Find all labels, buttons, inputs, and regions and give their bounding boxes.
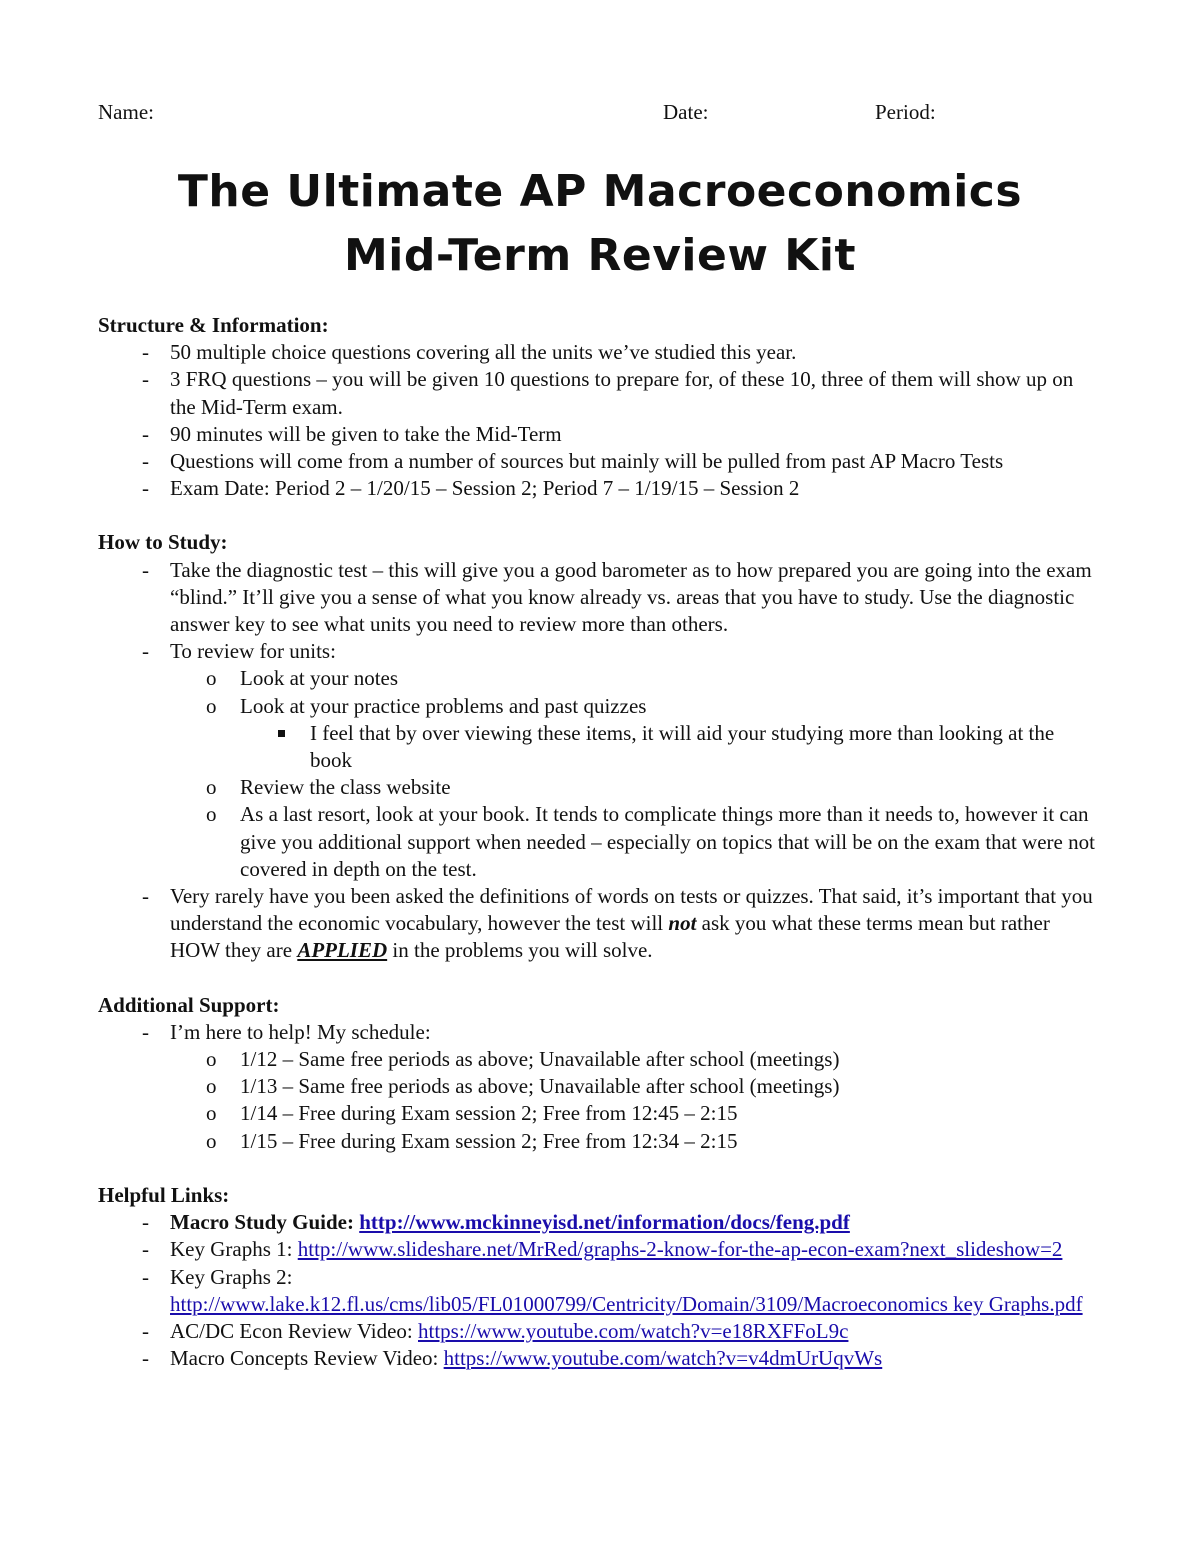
key-graphs-2-label: Key Graphs 2: xyxy=(170,1264,293,1289)
name-label: Name: xyxy=(98,100,154,124)
study-heading: How to Study: xyxy=(98,530,228,555)
square-bullet-icon xyxy=(278,730,285,737)
study-section xyxy=(98,529,1098,964)
list-item: - AC/DC Econ Review Video: https://www.youtube.com/watch?v=e18RXFFoL9c xyxy=(142,1318,849,1343)
study-list xyxy=(98,557,1098,965)
emphasis-not: not xyxy=(668,911,697,936)
student-header xyxy=(98,100,998,128)
schedule-item: o 1/15 – Free during Exam session 2; Free from 12:34 – 2:15 xyxy=(206,1128,738,1153)
list-item: - Key Graphs 1: http://www.slideshare.net/MrRed/graphs-2-know-for-the-ap-econ-exam?next_slideshow=2 xyxy=(142,1237,1063,1262)
structure-section xyxy=(98,312,1098,502)
links-section xyxy=(98,1182,1098,1372)
key-graphs-1-link[interactable]: http://www.slideshare.net/MrRed/graphs-2-know-for-the-ap-econ-exam?next_slideshow=2 xyxy=(297,1237,1063,1262)
structure-heading: Structure & Information: xyxy=(98,313,329,337)
list-item: - Key Graphs 2: http://www.lake.k12.fl.us/cms/lib05/FL01000799/Centricity/Domain/3109/Macroeconomics key Graphs.pdf xyxy=(142,1264,1083,1316)
key-graphs-1-label: Key Graphs 1: xyxy=(170,1237,298,1262)
list-item: - 90 minutes will be given to take the Mid-Term xyxy=(142,421,562,446)
support-section xyxy=(98,992,1098,1155)
document-body xyxy=(98,312,1098,1399)
document-title xyxy=(0,160,1200,288)
links-list xyxy=(98,1209,1098,1372)
title-line-2: Mid-Term Review Kit xyxy=(343,230,857,281)
list-item: - Questions will come from a number of sources but mainly will be pulled from past AP Macro Tests xyxy=(142,449,1004,474)
sub-list-item: o Look at your notes xyxy=(206,666,399,691)
list-item: - Very rarely have you been asked the definitions of words on tests or quizzes. That said, it’s important that you understand the economic vocabulary, however the test will not ask you what these terms mean but rather HOW they are APPLIED in the problems you will solve. xyxy=(142,884,1093,963)
sub-list-item: o As a last resort, look at your book. It tends to complicate things more than it needs to, however it can give you additional support when needed – especially on topics that will be on the exam that were not covered in depth on the test. xyxy=(206,802,1095,881)
structure-list xyxy=(98,339,1098,502)
study-guide-link[interactable]: http://www.mckinneyisd.net/information/docs/feng.pdf xyxy=(359,1210,850,1235)
title-line-1: The Ultimate AP Macroeconomics xyxy=(177,166,1023,217)
sub-list-item: o Look at your practice problems and past quizzes xyxy=(206,693,647,718)
list-item: - 3 FRQ questions – you will be given 10 questions to prepare for, of these 10, three of them will show up on the Mid-Term exam. xyxy=(142,367,1074,419)
schedule-item: o 1/12 – Same free periods as above; Unavailable after school (meetings) xyxy=(206,1047,840,1072)
list-item: - 50 multiple choice questions covering all the units we’ve studied this year. xyxy=(142,340,797,365)
concepts-video-link[interactable]: https://www.youtube.com/watch?v=v4dmUrUqvWs xyxy=(443,1346,883,1371)
sub-list-item: o Review the class website xyxy=(206,775,451,800)
list-item: - Macro Study Guide: http://www.mckinneyisd.net/information/docs/feng.pdf xyxy=(142,1210,850,1235)
acdc-video-label: AC/DC Econ Review Video: xyxy=(170,1318,418,1343)
study-guide-label: Macro Study Guide: xyxy=(170,1210,360,1235)
support-list xyxy=(98,1019,1098,1155)
schedule-item: o 1/14 – Free during Exam session 2; Free from 12:45 – 2:15 xyxy=(206,1101,738,1126)
period-label: Period: xyxy=(875,100,936,124)
concepts-video-label: Macro Concepts Review Video: xyxy=(170,1346,444,1371)
list-item: - I’m here to help! My schedule: xyxy=(142,1019,431,1044)
emphasis-applied: APPLIED xyxy=(297,938,388,963)
list-item: - Macro Concepts Review Video: https://www.youtube.com/watch?v=v4dmUrUqvWs xyxy=(142,1346,883,1371)
list-item: - Exam Date: Period 2 – 1/20/15 – Session 2; Period 7 – 1/19/15 – Session 2 xyxy=(142,476,800,501)
list-item: - Take the diagnostic test – this will give you a good barometer as to how prepared you are going into the exam “blind.” It’ll give you a sense of what you know already vs. areas that you have to study. Use the diagnostic answer key to see what units you need to review more than others. xyxy=(142,557,1092,637)
date-label: Date: xyxy=(663,100,709,124)
key-graphs-2-link[interactable]: http://www.lake.k12.fl.us/cms/lib05/FL01000799/Centricity/Domain/3109/Macroeconomics key Graphs.pdf xyxy=(170,1291,1083,1316)
support-heading: Additional Support: xyxy=(98,992,280,1017)
schedule-item: o 1/13 – Same free periods as above; Unavailable after school (meetings) xyxy=(206,1074,840,1099)
links-heading: Helpful Links: xyxy=(98,1182,230,1207)
sub-sub-list-item: I feel that by over viewing these items, it will aid your studying more than looking at the book xyxy=(98,720,1098,774)
acdc-video-link[interactable]: https://www.youtube.com/watch?v=e18RXFFoL9c xyxy=(418,1318,849,1343)
list-item: - To review for units: xyxy=(142,639,336,664)
